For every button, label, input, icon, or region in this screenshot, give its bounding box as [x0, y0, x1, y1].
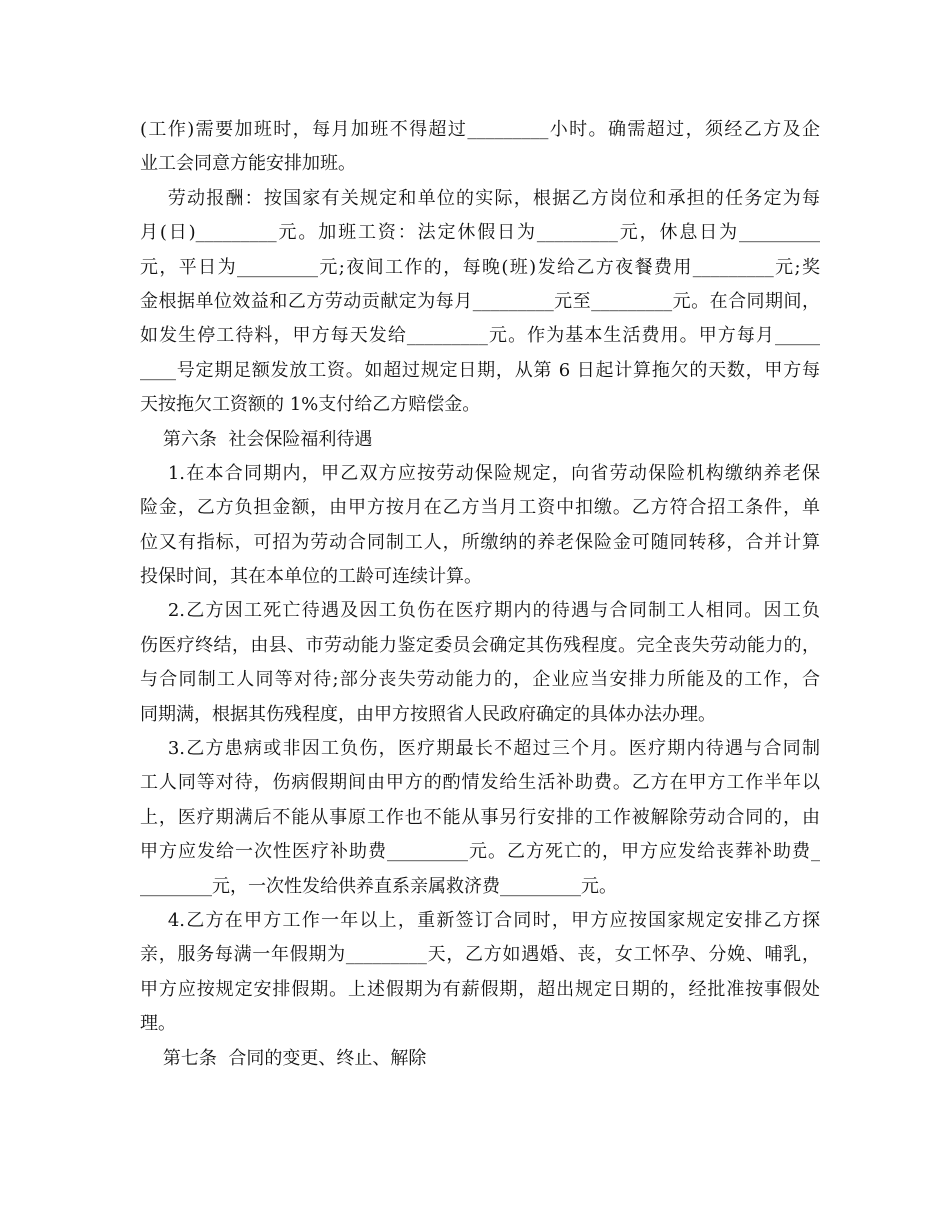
text-line: 业工会同意方能安排加班。: [140, 153, 356, 175]
text-line: 位又有指标，可招为劳动合同制工人，所缴纳的养老保险金可随同转移，合并计算: [140, 531, 820, 553]
text-line: 上，医疗期满后不能从事原工作也不能从事另行安排的工作被解除劳动合同的，由: [140, 806, 820, 828]
text-line: 4.乙方在甲方工作一年以上，重新签订合同时，甲方应按国家规定安排乙方探: [140, 909, 820, 931]
text-line: 1.在本合同期内，甲乙双方应按劳动保险规定，向省劳动保险机构缴纳养老保: [140, 462, 820, 484]
text-line: 元，平日为_________元;夜间工作的，每晚(班)发给乙方夜餐费用_________元;奖: [140, 256, 820, 278]
text-line: 金根据单位效益和乙方劳动贡献定为每月_________元至_________元。在合同期间，: [140, 290, 820, 312]
text-line: 如发生停工待料，甲方每天发给_________元。作为基本生活费用。甲方每月_____: [140, 325, 820, 347]
document-body: [140, 113, 820, 1076]
text-line: 甲方应发给一次性医疗补助费_________元。乙方死亡的，甲方应发给丧葬补助费_: [140, 841, 820, 863]
section-heading: 第六条 社会保险福利待遇: [140, 428, 373, 450]
text-line: (工作)需要加班时，每月加班不得超过_________小时。确需超过，须经乙方及企: [140, 119, 820, 140]
text-line: 险金，乙方负担金额，由甲方按月在乙方当月工资中扣缴。乙方符合招工条件，单: [140, 497, 820, 519]
text-line: 3.乙方患病或非因工负伤，医疗期最长不超过三个月。医疗期内待遇与合同制: [140, 738, 820, 760]
text-line: 与合同制工人同等对待;部分丧失劳动能力的，企业应当安排力所能及的工作，合: [140, 669, 820, 691]
text-line: 理。: [140, 1013, 176, 1035]
text-line: 工人同等对待，伤病假期间由甲方的酌情发给生活补助费。乙方在甲方工作半年以: [140, 772, 820, 794]
text-line: 甲方应按规定安排假期。上述假期为有薪假期，超出规定日期的，经批准按事假处: [140, 978, 820, 1000]
text-line: 2.乙方因工死亡待遇及因工负伤在医疗期内的待遇与合同制工人相同。因工负: [140, 600, 820, 622]
text-line: 月(日)_________元。加班工资：法定休假日为_________元，休息日为_________: [140, 222, 820, 244]
text-line: 伤医疗终结，由县、市劳动能力鉴定委员会确定其伤残程度。完全丧失劳动能力的，: [140, 634, 820, 656]
text-line: ____号定期足额发放工资。如超过规定日期，从第 6 日起计算拖欠的天数，甲方每: [140, 359, 820, 381]
text-line: ________元，一次性发给供养直系亲属救济费_________元。: [140, 875, 617, 897]
text-line: 同期满，根据其伤残程度，由甲方按照省人民政府确定的具体办法办理。: [140, 703, 716, 725]
text-line: 亲，服务每满一年假期为_________天，乙方如遇婚、丧，女工怀孕、分娩、哺乳，: [140, 944, 820, 966]
section-heading: 第七条 合同的变更、终止、解除: [140, 1047, 427, 1069]
text-line: 劳动报酬：按国家有关规定和单位的实际，根据乙方岗位和承担的任务定为每: [140, 187, 820, 209]
text-line: 投保时间，其在本单位的工龄可连续计算。: [140, 566, 482, 588]
text-line: 天按拖欠工资额的 1%支付给乙方赔偿金。: [140, 394, 481, 416]
